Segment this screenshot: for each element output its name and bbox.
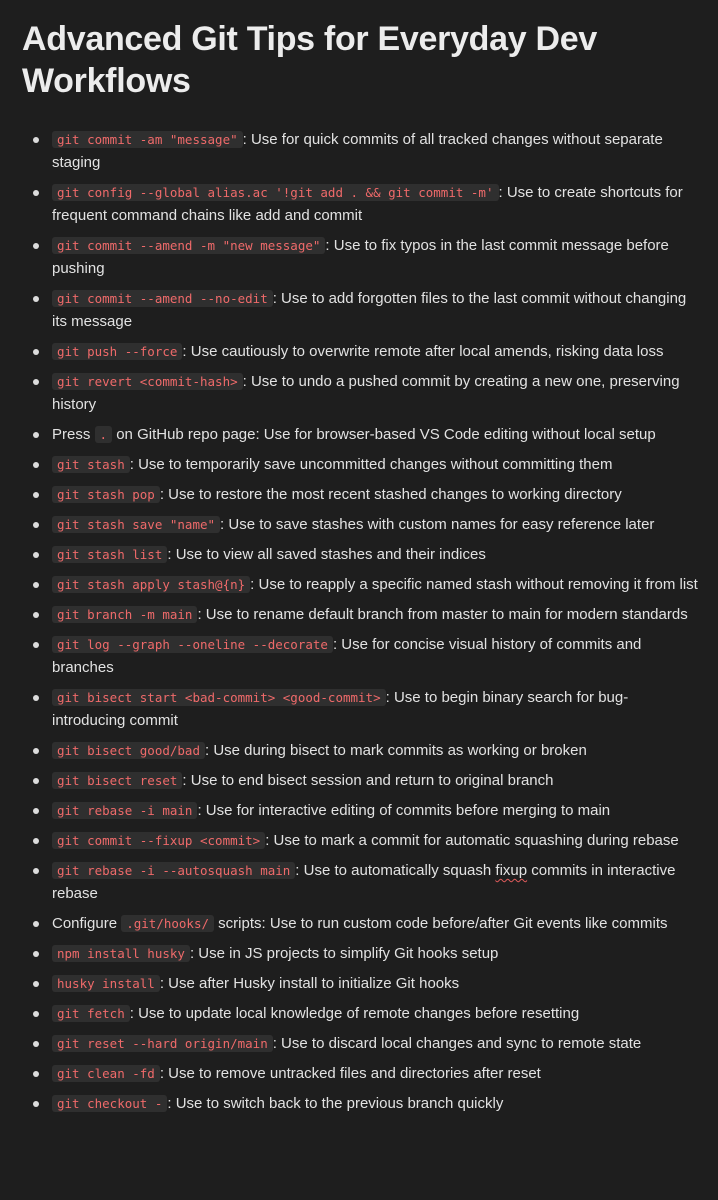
tip-text: : Use to switch back to the previous branch quickly	[167, 1095, 504, 1112]
tip-prefix: Press	[52, 426, 95, 443]
tip-text: : Use after Husky install to initialize Git hooks	[159, 975, 460, 992]
list-item	[22, 769, 698, 792]
bullet-icon	[33, 432, 39, 438]
inline-code: git push --force	[52, 343, 182, 360]
tip-text: : Use to mark a commit for automatic squashing during rebase	[265, 832, 679, 849]
list-item	[22, 370, 698, 416]
tip-text: : Use to create shortcuts for frequent command chains like add and commit	[52, 184, 683, 224]
list-item	[22, 340, 698, 363]
bullet-icon	[33, 522, 39, 528]
tip-text: : Use to add forgotten files to the last commit without changing its message	[52, 290, 687, 330]
tip-text: on GitHub repo page: Use for browser-based VS Code editing without local setup	[112, 426, 656, 443]
list-item	[22, 543, 698, 566]
list-item	[22, 181, 698, 227]
bullet-icon	[33, 462, 39, 468]
bullet-icon	[33, 243, 39, 249]
inline-code: .git/hooks/	[121, 915, 214, 932]
list-item	[22, 573, 698, 596]
tip-text: : Use to discard local changes and sync to remote state	[272, 1035, 642, 1052]
list-item	[22, 423, 698, 446]
bullet-icon	[33, 1101, 39, 1107]
list-item	[22, 859, 698, 905]
bullet-icon	[33, 951, 39, 957]
list-item	[22, 942, 698, 965]
tip-text: : Use to restore the most recent stashed changes to working directory	[159, 486, 622, 503]
list-item	[22, 799, 698, 822]
bullet-icon	[33, 868, 39, 874]
bullet-icon	[33, 808, 39, 814]
inline-code: git fetch	[52, 1005, 130, 1022]
bullet-icon	[33, 642, 39, 648]
bullet-icon	[33, 981, 39, 987]
list-item	[22, 287, 698, 333]
tip-text: : Use to automatically squash	[295, 862, 496, 879]
inline-code: git clean -fd	[52, 1065, 160, 1082]
list-item	[22, 1032, 698, 1055]
tip-text: : Use to view all saved stashes and their indices	[167, 546, 486, 563]
bullet-icon	[33, 695, 39, 701]
bullet-icon	[33, 1041, 39, 1047]
tip-text: : Use to undo a pushed commit by creating a new one, preserving history	[52, 373, 680, 413]
bullet-icon	[33, 492, 39, 498]
inline-code: git bisect good/bad	[52, 742, 205, 759]
bullet-icon	[33, 552, 39, 558]
tip-text: : Use for concise visual history of commits and branches	[52, 636, 642, 676]
bullet-icon	[33, 379, 39, 385]
inline-code: git config --global alias.ac '!git add . && git commit -m'	[52, 184, 499, 201]
tip-text: : Use to temporarily save uncommitted changes without committing them	[129, 456, 613, 473]
list-item	[22, 1002, 698, 1025]
inline-code: .	[95, 426, 113, 443]
tip-prefix: Configure	[52, 915, 122, 932]
list-item	[22, 912, 698, 935]
list-item	[22, 453, 698, 476]
list-item	[22, 1092, 698, 1115]
inline-code: git reset --hard origin/main	[52, 1035, 273, 1052]
bullet-icon	[33, 748, 39, 754]
tip-text: : Use for interactive editing of commits before merging to main	[197, 802, 611, 819]
inline-code: git stash pop	[52, 486, 160, 503]
tip-text: : Use cautiously to overwrite remote after local amends, risking data loss	[182, 343, 664, 360]
list-item	[22, 234, 698, 280]
tip-text: : Use for quick commits of all tracked changes without separate staging	[52, 131, 663, 171]
tip-text: : Use to rename default branch from master to main for modern standards	[197, 606, 688, 623]
list-item	[22, 128, 698, 174]
bullet-icon	[33, 778, 39, 784]
tip-text: : Use to save stashes with custom names for easy reference later	[220, 516, 655, 533]
tip-text-continued: commits in interactive rebase	[52, 862, 676, 902]
inline-code: git stash list	[52, 546, 167, 563]
inline-code: git stash apply stash@{n}	[52, 576, 250, 593]
inline-code: git rebase -i --autosquash main	[52, 862, 295, 879]
list-item	[22, 633, 698, 679]
tip-text: : Use to remove untracked files and directories after reset	[159, 1065, 541, 1082]
tip-text: : Use to end bisect session and return to original branch	[182, 772, 554, 789]
list-item	[22, 1062, 698, 1085]
inline-code: npm install husky	[52, 945, 190, 962]
list-item	[22, 603, 698, 626]
inline-code: git log --graph --oneline --decorate	[52, 636, 333, 653]
inline-code: husky install	[52, 975, 160, 992]
tip-text: scripts: Use to run custom code before/after Git events like commits	[214, 915, 668, 932]
inline-code: git bisect reset	[52, 772, 182, 789]
bullet-icon	[33, 137, 39, 143]
bullet-icon	[33, 921, 39, 927]
page-title: Advanced Git Tips for Everyday Dev Workflows	[22, 20, 597, 100]
inline-code: git stash save "name"	[52, 516, 220, 533]
inline-code: git commit -am "message"	[52, 131, 243, 148]
tips-list	[22, 128, 698, 1115]
inline-code: git branch -m main	[52, 606, 197, 623]
tip-text: : Use during bisect to mark commits as working or broken	[205, 742, 587, 759]
bullet-icon	[33, 1071, 39, 1077]
bullet-icon	[33, 838, 39, 844]
inline-code: git commit --amend --no-edit	[52, 290, 273, 307]
inline-code: git commit --amend -m "new message"	[52, 237, 325, 254]
bullet-icon	[33, 190, 39, 196]
list-item	[22, 972, 698, 995]
list-item	[22, 686, 698, 732]
inline-code: git rebase -i main	[52, 802, 197, 819]
list-item	[22, 829, 698, 852]
bullet-icon	[33, 349, 39, 355]
tip-text: : Use to begin binary search for bug-introducing commit	[52, 689, 629, 729]
bullet-icon	[33, 1011, 39, 1017]
list-item	[22, 739, 698, 762]
list-item	[22, 483, 698, 506]
bullet-icon	[33, 612, 39, 618]
inline-code: git bisect start <bad-commit> <good-commit>	[52, 689, 386, 706]
tip-text: : Use in JS projects to simplify Git hooks setup	[189, 945, 499, 962]
inline-code: git commit --fixup <commit>	[52, 832, 265, 849]
inline-code: git revert <commit-hash>	[52, 373, 243, 390]
bullet-icon	[33, 296, 39, 302]
spellcheck-word: fixup	[495, 862, 528, 879]
tip-text: : Use to update local knowledge of remote changes before resetting	[129, 1005, 580, 1022]
tip-text: : Use to fix typos in the last commit message before pushing	[52, 237, 669, 277]
list-item	[22, 513, 698, 536]
inline-code: git checkout -	[52, 1095, 167, 1112]
inline-code: git stash	[52, 456, 130, 473]
bullet-icon	[33, 582, 39, 588]
tip-text: : Use to reapply a specific named stash without removing it from list	[250, 576, 698, 593]
